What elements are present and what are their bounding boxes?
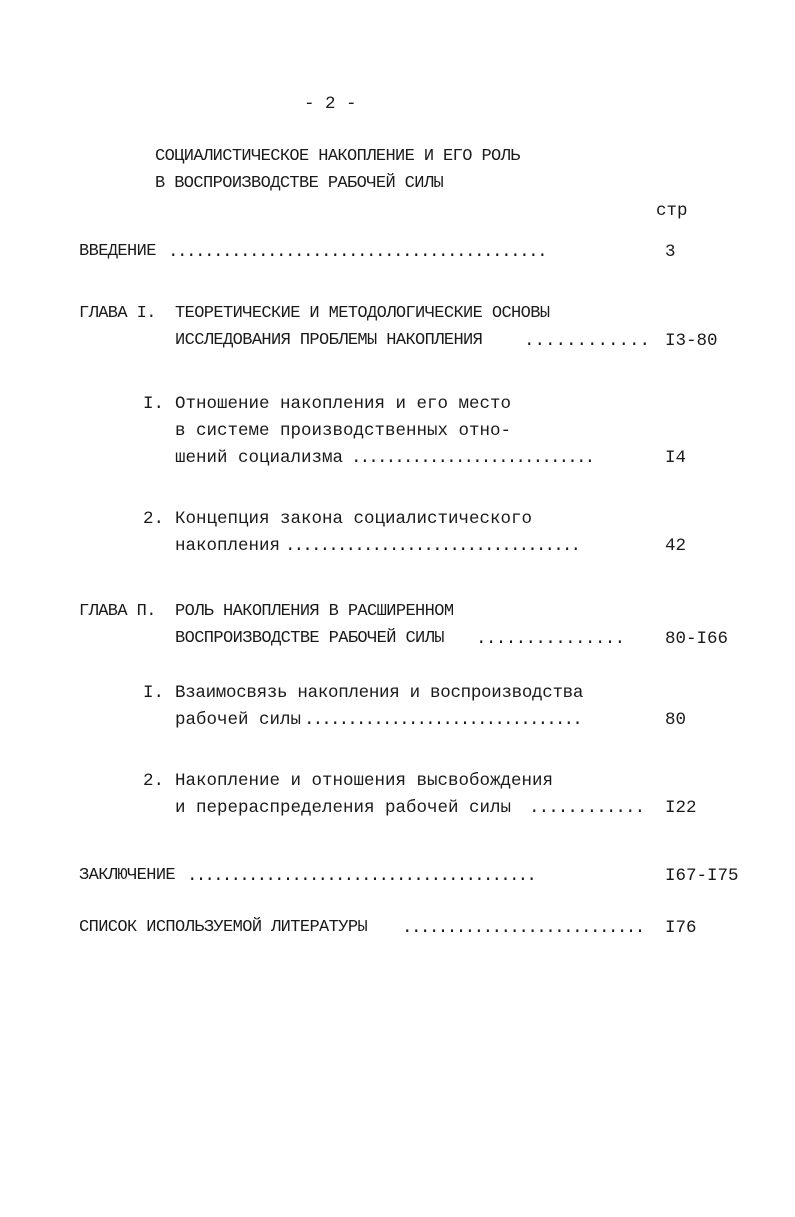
toc-section-leader: ................................ [304, 710, 581, 730]
toc-section-title-line-2: и перераспределения рабочей силы [175, 798, 512, 818]
toc-intro-page: 3 [665, 242, 676, 262]
toc-intro-label: ВВЕДЕНИЕ [79, 242, 156, 261]
toc-bibliography-label: СПИСОК ИСПОЛЬЗУЕМОЙ ЛИТЕРАТУРЫ [79, 918, 368, 937]
toc-chapter-1-title-line-1: ТЕОРЕТИЧЕСКИЕ И МЕТОДОЛОГИЧЕСКИЕ ОСНОВЫ [175, 304, 550, 323]
toc-chapter-2-leader: ............... [476, 629, 625, 649]
toc-section-number: 2. [143, 509, 165, 529]
toc-chapter-1-leader: ............ [524, 331, 651, 351]
toc-section-title-line-3: шений социализма [175, 448, 344, 468]
toc-section-number: I. [143, 394, 165, 414]
toc-section-leader: ............ [529, 798, 645, 818]
toc-conclusion-leader: ........................................ [187, 866, 536, 886]
toc-section-title-line-2: в системе производственных отно- [175, 421, 512, 441]
page-column-label: стр [656, 201, 688, 221]
toc-bibliography-page: I76 [665, 918, 697, 938]
toc-chapter-2-title-line-1: РОЛЬ НАКОПЛЕНИЯ В РАСШИРЕННОМ [175, 602, 454, 621]
toc-section-title-line-1: Накопление и отношения высвобождения [175, 771, 554, 791]
toc-section-page: I22 [665, 798, 697, 818]
toc-intro-leader: .......................................... [168, 242, 547, 262]
toc-section-title-line-2: накопления [175, 536, 281, 556]
toc-section-title-line-1: Взаимосвязь накопления и воспроизводства [175, 683, 584, 703]
toc-section-title-line-2: рабочей силы [175, 710, 302, 730]
toc-conclusion-label: ЗАКЛЮЧЕНИЕ [79, 866, 176, 885]
toc-conclusion-page: I67-I75 [665, 866, 739, 886]
toc-section-title-line-1: Концепция закона социалистического [175, 509, 533, 529]
toc-chapter-2-title-line-2: ВОСПРОИЗВОДСТВЕ РАБОЧЕЙ СИЛЫ [175, 629, 444, 648]
toc-section-number: 2. [143, 771, 165, 791]
toc-section-number: I. [143, 683, 165, 703]
toc-section-page: I4 [665, 448, 687, 468]
toc-section-page: 42 [665, 536, 687, 556]
toc-section-title-line-1: Отношение накопления и его место [175, 394, 512, 414]
toc-section-leader: .................................. [285, 536, 580, 556]
toc-section-page: 80 [665, 710, 687, 730]
toc-bibliography-leader: ........................... [402, 918, 644, 938]
toc-chapter-2-page: 80-I66 [665, 629, 729, 649]
toc-chapter-1-prefix: ГЛАВА I. [79, 304, 156, 323]
page-number: - 2 - [304, 94, 357, 114]
document-title-line-1: СОЦИАЛИСТИЧЕСКОЕ НАКОПЛЕНИЕ И ЕГО РОЛЬ [155, 147, 520, 166]
toc-chapter-1-page: I3-80 [665, 331, 718, 351]
toc-chapter-2-prefix: ГЛАВА П. [79, 602, 156, 621]
toc-chapter-1-title-line-2: ИССЛЕДОВАНИЯ ПРОБЛЕМЫ НАКОПЛЕНИЯ [175, 331, 483, 350]
toc-section-leader: ............................ [351, 448, 594, 468]
document-title-line-2: В ВОСПРОИЗВОДСТВЕ РАБОЧЕЙ СИЛЫ [155, 174, 444, 193]
